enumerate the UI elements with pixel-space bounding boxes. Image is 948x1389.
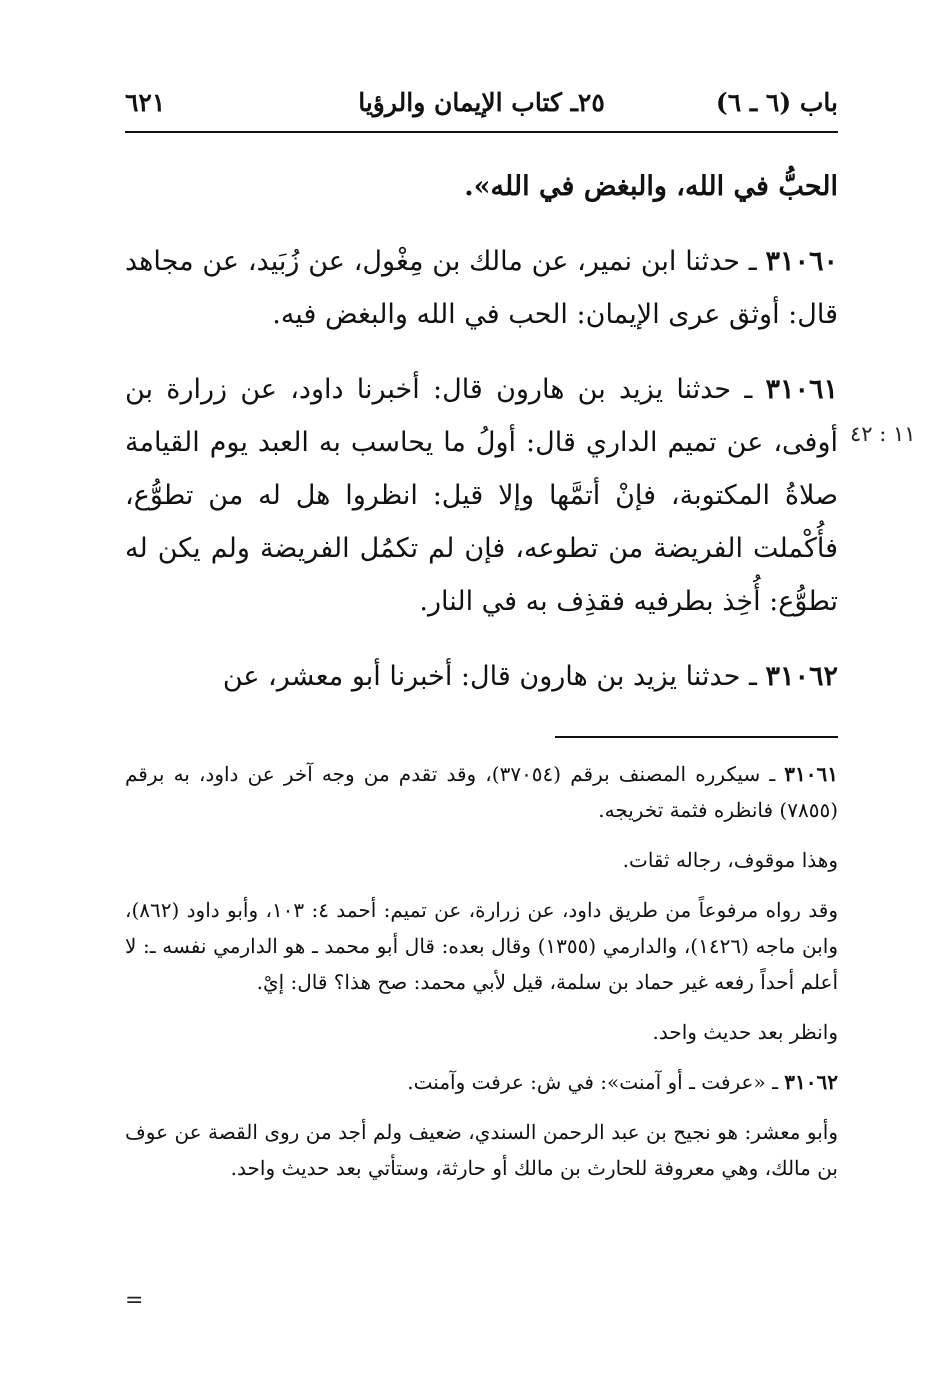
- page-number: ٦٢١: [125, 88, 166, 117]
- footnote-number: ٣١٠٦٢: [784, 1070, 838, 1094]
- hadith-31061: [125, 363, 838, 628]
- hadith-31060: [125, 235, 838, 341]
- main-text: [125, 160, 838, 703]
- footnote-paragraph: وقد رواه مرفوعاً من طريق داود، عن زرارة، عن تميم: أحمد ٤: ١٠٣، وأبو داود (٨٦٢)، وابن ماجه (١٤٢٦)، والدارمي (١٣٥٥) وقال بعده: قال أبو محمد ـ هو الدارمي نفسه ـ: لا أعلم أحداً رفعه غير حماد بن سلمة، قيل لأبي محمد: صح هذا؟ قال: إيْ.: [125, 898, 838, 994]
- footnote-31061: [125, 756, 838, 828]
- footnote-text: ـ «عرفت ـ أو آمنت»: في ش: عرفت وآمنت.: [407, 1070, 785, 1094]
- footnote-paragraph: وأبو معشر: هو نجيح بن عبد الرحمن السندي، ضعيف ولم أجد من روى القصة عن عوف بن مالك، وهي معروفة للحارث بن مالك أو حارثة، وستأتي بعد حديث واحد.: [125, 1120, 838, 1180]
- hadith-number: ٣١٠٦١: [765, 374, 838, 405]
- opening-line: الحبُّ في الله، والبغض في الله».: [464, 171, 838, 202]
- hadith-text: ـ حدثنا يزيد بن هارون قال: أخبرنا أبو معشر، عن: [222, 661, 766, 692]
- footnote-number: ٣١٠٦١: [784, 762, 839, 786]
- footnote-paragraph: وانظر بعد حديث واحد.: [652, 1020, 838, 1044]
- page-header: [125, 88, 838, 132]
- footnote-divider: [555, 736, 838, 738]
- hadith-text: ـ حدثنا ابن نمير، عن مالك بن مِغْول، عن زُبَيد، عن مجاهد قال: أوثق عرى الإيمان: الحب في الله والبغض فيه.: [125, 246, 838, 330]
- footnote-paragraph: وهذا موقوف، رجاله ثقات.: [622, 848, 838, 872]
- header-divider: [125, 131, 838, 133]
- chapter-label: باب (٦ ـ ٦): [715, 88, 838, 117]
- footnote-31062: [125, 1064, 838, 1100]
- hadith-number: ٣١٠٦٢: [765, 661, 838, 692]
- hadith-number: ٣١٠٦٠: [765, 246, 838, 277]
- continuation-mark: =: [125, 1288, 144, 1313]
- footnotes: [125, 756, 838, 1186]
- book-title: ٢٥ـ كتاب الإيمان والرؤيا: [358, 88, 605, 117]
- margin-reference: ١١ : ٤٢: [850, 422, 916, 446]
- footnote-text: ـ سيكرره المصنف برقم (٣٧٠٥٤)، وقد تقدم من وجه آخر عن داود، به برقم (٧٨٥٥) فانظره فثمة تخريجه.: [125, 762, 838, 822]
- hadith-text: ـ حدثنا يزيد بن هارون قال: أخبرنا داود، عن زرارة بن أوفى، عن تميم الداري قال: أولُ ما يحاسب به العبد يوم القيامة صلاةُ المكتوبة، فإنْ أتمَّها وإلا قيل: انظروا هل له من تطوُّع، فأُكْملت الفريضة من تطوعه، فإن لم تكمُل الفريضة ولم يكن له تطوُّع: أُخِذ بطرفيه فقذِف به في النار.: [125, 374, 838, 617]
- hadith-31062: [125, 650, 838, 703]
